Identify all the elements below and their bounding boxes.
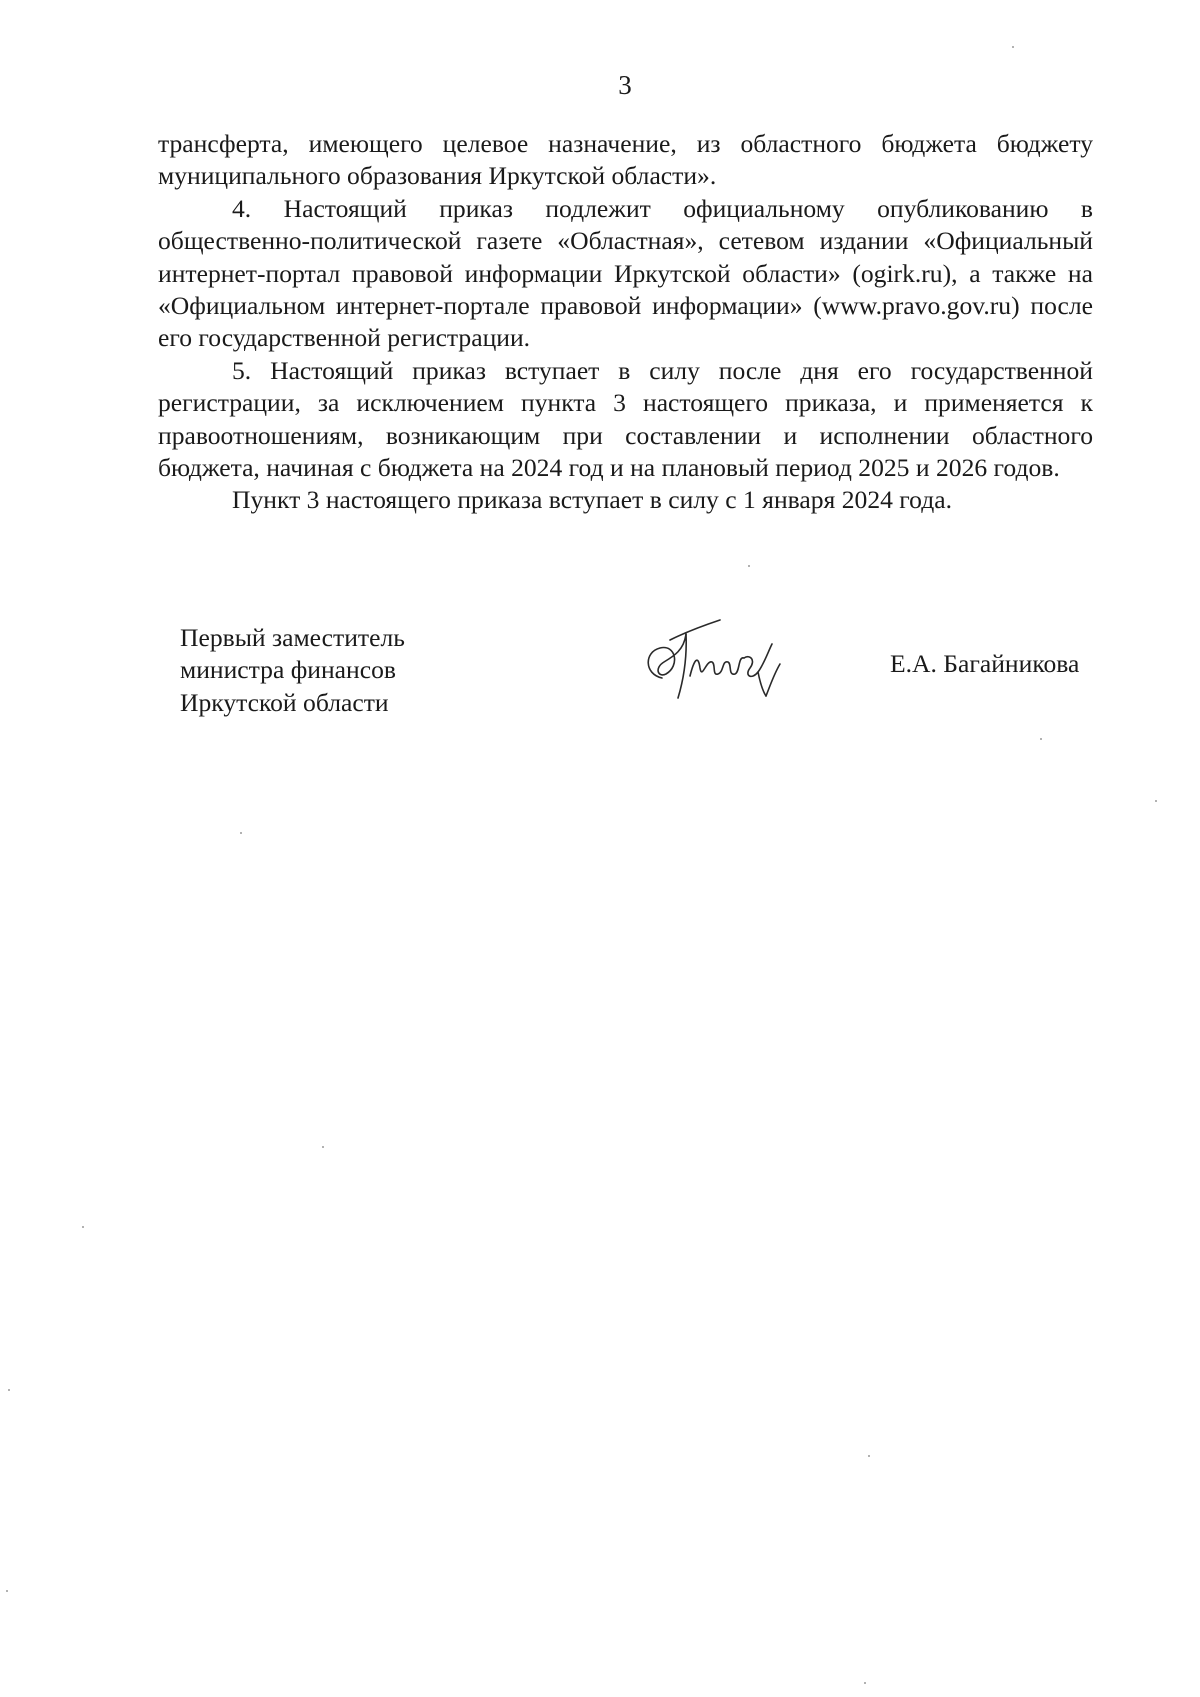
- scan-speck: [240, 832, 242, 834]
- handwritten-signature-icon: [640, 616, 790, 706]
- page-number: 3: [618, 70, 632, 100]
- scan-speck: [6, 1590, 8, 1592]
- scan-speck: [748, 565, 750, 567]
- signer-name: Е.А. Багайникова: [890, 649, 1080, 678]
- paragraph-continuation: трансферта, имеющего целевое назначение, из областного бюджета бюджету муниципального образования Иркутской области».: [158, 129, 1093, 191]
- scan-speck: [1040, 738, 1042, 740]
- scan-speck: [82, 1226, 84, 1228]
- paragraph-item-5: 5. Настоящий приказ вступает в силу после дня его государственной регистрации, за исключением пункта 3 настоящего приказа, и применяется к правоотношениям, возникающим при составлении и исполнении областного бюджета, начиная с бюджета на 2024 год и на плановый период 2025 и 2026 годов.: [158, 355, 1093, 483]
- scan-speck: [8, 1389, 10, 1391]
- paragraph-effective-date: Пункт 3 настоящего приказа вступает в силу с 1 января 2024 года.: [232, 485, 953, 515]
- scan-speck: [1155, 800, 1157, 802]
- signer-title: [180, 622, 405, 719]
- signature-block: [0, 622, 1200, 722]
- scan-speck: [868, 1455, 870, 1457]
- scan-speck: [322, 1146, 324, 1148]
- signer-title-line: министра финансов: [180, 655, 396, 685]
- scan-speck: [1012, 46, 1014, 48]
- scan-speck: [864, 1682, 866, 1684]
- paragraph-item-4: 4. Настоящий приказ подлежит официальному опубликованию в общественно-политической газете «Областная», сетевом издании «Официальный интернет-портал правовой информации Иркутской области» (ogirk.ru), а также на «Официальном интернет-портале правовой информации» (www.pravo.gov.ru) после его государственной регистрации.: [158, 193, 1093, 353]
- signer-title-line: Иркутской области: [180, 687, 389, 717]
- signer-title-line: Первый заместитель: [180, 623, 405, 652]
- document-body: [158, 128, 1093, 517]
